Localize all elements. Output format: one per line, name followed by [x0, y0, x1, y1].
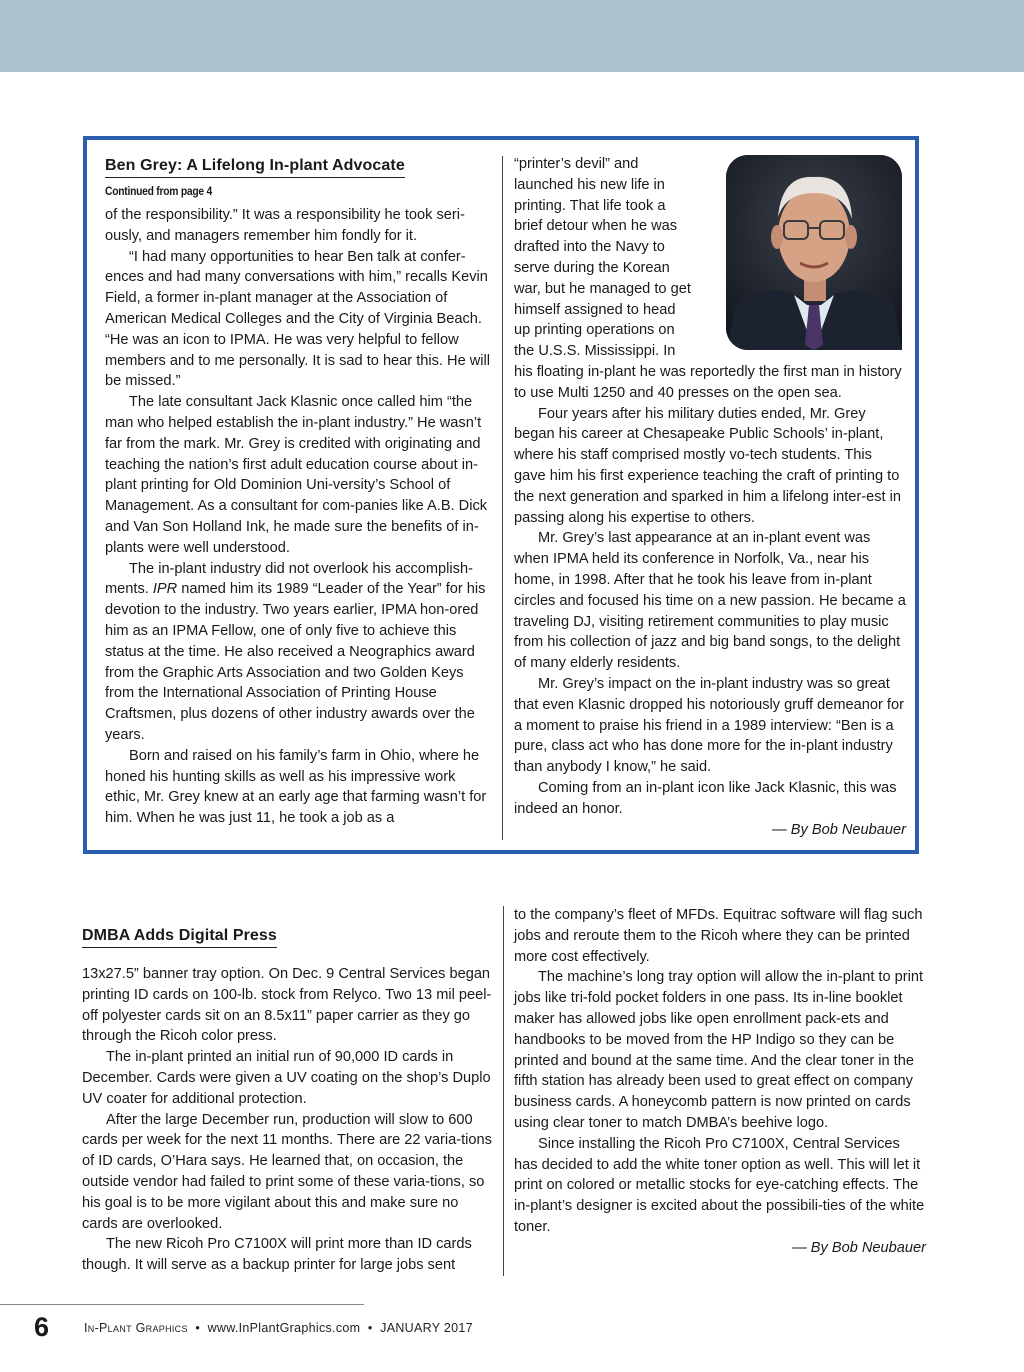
portrait-photo [726, 155, 902, 350]
page-number: 6 [34, 1312, 50, 1342]
right-column-text [514, 905, 926, 1259]
paragraph: Four years after his military duties ended, Mr. Grey began his career at Chesapeake Public Schools’ in-plant, where his staff comprised mostly vo-tech students. This gave him his first experience teaching the craft of printing to the next generation and sparked in him a lifelong inter-est in passing along his expertise to others. [514, 405, 901, 526]
bottom-article-left-column [82, 926, 494, 1276]
column-divider [502, 156, 503, 840]
top-color-band [0, 0, 1024, 72]
paragraph: Born and raised on his family’s farm in Ohio, where he honed his hunting skills as well as his impressive work ethic, Mr. Grey knew at an early age that farming wasn’t for him. When he was just 11, he took a job as a [105, 747, 487, 827]
paragraph: The in-plant printed an initial run of 90,000 ID cards in December. Cards were given a UV coating on the shop’s Duplo UV coater for additional protection. [82, 1049, 491, 1107]
top-article-left-column [105, 156, 493, 829]
paragraph: of the responsibility.” It was a responsibility he took seri-ously, and managers remember him fondly for it. [105, 207, 465, 244]
issue-date: JANUARY 2017 [380, 1321, 473, 1335]
paragraph: Mr. Grey’s last appearance at an in-plant event was when IPMA held its conference in Norfolk, Va., near his home, in 1998. After that he took his leave from in-plant circles and focused his time on a new passion. He became a traveling DJ, visiting retirement communities to play music from his collection of jazz and big band songs, to the delight of many elderly residents. [514, 530, 906, 672]
byline: — By Bob Neubauer [772, 821, 906, 838]
publication-name: In-Plant Graphics [84, 1321, 188, 1335]
byline: — By Bob Neubauer [792, 1239, 926, 1256]
paragraph: Coming from an in-plant icon like Jack Klasnic, this was indeed an honor. [514, 779, 897, 817]
left-column-text [105, 205, 493, 829]
footer-bullet: • [367, 1321, 373, 1335]
ipr-pre-text: The in-plant industry did not overlook his accomplish-ments. [105, 560, 473, 598]
left-column-text [82, 964, 494, 1276]
paragraph: 13x27.5” banner tray option. On Dec. 9 Central Services began printing ID cards on 100-lb. stock from Relyco. Two 13 mil peel-off polyester cards sit on an 8.5x11” paper carrier as they go through the Ricoh color press. [82, 966, 492, 1045]
page-footer [0, 1304, 1024, 1372]
bottom-article-right-column [514, 905, 926, 1259]
paragraph: The late consultant Jack Klasnic once called him “the man who helped establish the in-plant industry.” He wasn’t far from the mark. Mr. Grey is credited with originating and teaching the nation’s first adult education course about in-plant printing for Old Dominion Uni-versity’s School of Management. As a consultant for com-panies like A.B. Dick and Van Son Holland Ink, he made sure the benefits of in-plants were well understood. [105, 394, 488, 556]
paragraph: “printer’s devil” and launched his new life in printing. That life took a brief detour when he was drafted into the Navy to serve during the Korean war, but he managed to get himself assigned to head up printing operations on the U.S.S. Mississippi. In his floating in-plant he was reportedly the first man in history to use Multi 1250 and 40 presses on the open sea. [514, 156, 902, 401]
continued-note: Continued from page 4 [105, 184, 212, 198]
paragraph: to the company’s fleet of MFDs. Equitrac software will flag such jobs and reroute them to the Ricoh where they can be printed more cost effectively. [514, 907, 923, 965]
paragraph: The new Ricoh Pro C7100X will print more than ID cards though. It will serve as a backup printer for large jobs sent [82, 1236, 472, 1274]
paragraph: Since installing the Ricoh Pro C7100X, Central Services has decided to add the white toner option as well. This will let it print on colored or metallic stocks for eye-catching effects. The in-plant’s designer is excited about the possibili-ties of the white toner. [514, 1135, 925, 1235]
paragraph: “I had many opportunities to hear Ben talk at confer-ences and had many conversations with him,” recalls Kevin Field, a former in-plant manager at the Association of American Medical Colleges and the City of Virginia Beach. “He was an icon to IPMA. He was very helpful to fellow members and to me personally. It is sad to hear this. He will be missed.” [105, 248, 491, 390]
footer-line [84, 1321, 473, 1335]
column-divider [503, 906, 504, 1276]
website-url[interactable]: www.InPlantGraphics.com [207, 1321, 361, 1335]
paragraph: After the large December run, production will slow to 600 cards per week for the next 11 months. There are 22 varia-tions of ID cards, O’Hara says. He learned that, on occasion, the outside vendor had failed to print some of these varia-tions, so his goal is to be more vigilant about this and make sure no cards are overlooked. [82, 1111, 492, 1232]
article-title: DMBA Adds Digital Press [82, 926, 277, 948]
paragraph: The machine’s long tray option will allow the in-plant to print jobs like tri-fold pocket folders in one pass. Its in-line booklet maker has allowed jobs like open enrollment pack-ets and handbooks to be moved from the HP Indigo so they can be printed and bound at the same time. And the clear toner in the fifth station has already been used to great effect on company business cards. A honeycomb pattern is now printed on cards using clear toner to match DMBA’s beehive logo. [514, 969, 924, 1131]
paragraph-ipr [105, 559, 493, 746]
footer-bullet: • [195, 1321, 201, 1335]
ipr-post-text: named him its 1989 “Leader of the Year” for his devotion to the industry. Two years earlier, IPMA hon-ored him as an IPMA Fellow, one of only five to achieve this status at the time. He also received a Neographics award from the Graphic Arts Association and two Golden Keys from the International Association of Printing House Craftsmen, plus dozens of other industry awards over the years. [105, 581, 486, 743]
footer-rule [0, 1304, 364, 1305]
ipr-italic: IPR [152, 581, 178, 598]
article-title: Ben Grey: A Lifelong In-plant Advocate [105, 156, 405, 178]
paragraph: Mr. Grey’s impact on the in-plant industry was so great that even Klasnic dropped his notoriously gruff demeanor for a moment to praise his friend in a 1989 interview: “Ben is a pure, class act who has done more for the in-plant industry than anybody I know,” he said. [514, 675, 904, 776]
